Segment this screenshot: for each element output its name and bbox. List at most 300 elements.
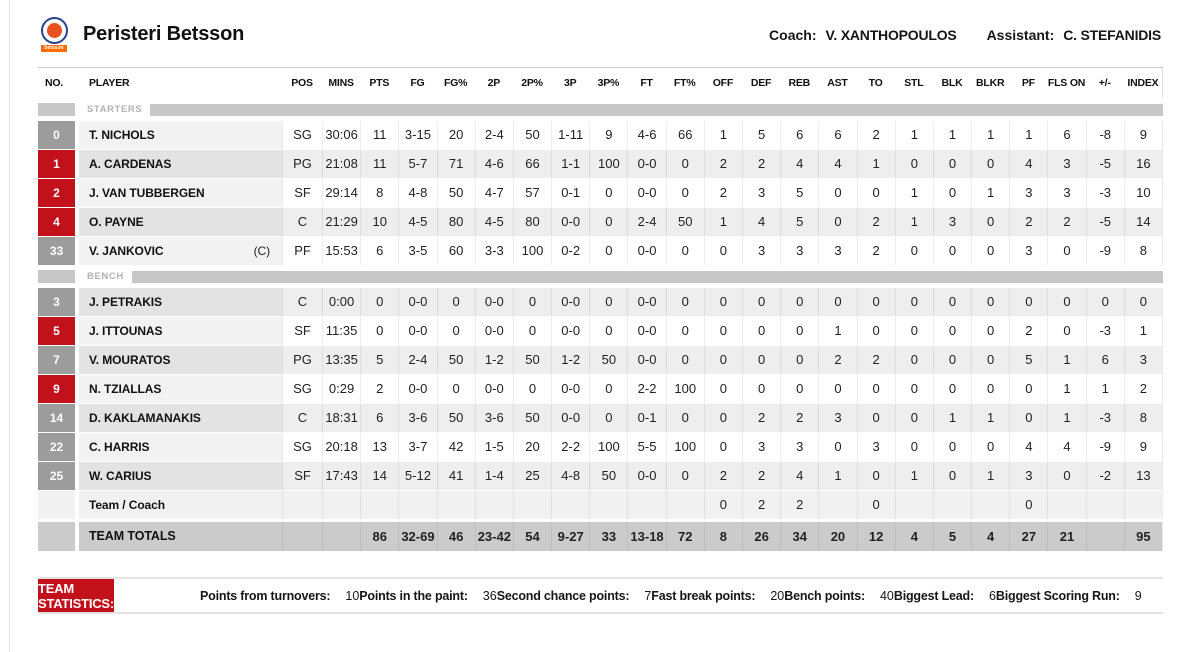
stat-cell: 0 (818, 179, 856, 207)
stat-cell: 3 (1047, 179, 1085, 207)
stat-cell: 0 (437, 288, 475, 316)
stat-cell: 0-0 (475, 288, 513, 316)
stat-cell: 50 (513, 346, 551, 374)
stat-cell (818, 491, 856, 519)
totals-stat-cell (322, 522, 360, 551)
stat-cell: 2 (857, 237, 895, 265)
stat-cell: 50 (666, 208, 704, 236)
totals-stat-cell: 21 (1047, 522, 1085, 551)
stat-cell: 17:43 (322, 462, 360, 490)
column-header-reb: REB (788, 77, 811, 89)
team-stat-value: 6 (988, 588, 996, 603)
stat-cell: 0 (1124, 288, 1162, 316)
stat-cell: 0 (1047, 317, 1085, 345)
player-name-cell[interactable] (79, 375, 282, 403)
stat-cell: 100 (513, 237, 551, 265)
stat-cell: 20 (437, 121, 475, 149)
stat-cell: 1-5 (475, 433, 513, 461)
team-logo (38, 17, 70, 52)
stat-cell: 71 (437, 150, 475, 178)
stat-cell (1086, 491, 1124, 519)
player-name: J. VAN TUBBERGEN (89, 186, 205, 200)
stat-cell: 2 (780, 491, 818, 519)
team-stat-value: 7 (644, 588, 652, 603)
stat-cell: 30:06 (322, 121, 360, 149)
player-row (38, 375, 1163, 403)
stat-cell: 11 (360, 121, 398, 149)
stat-cell: 4 (818, 150, 856, 178)
stat-cell (971, 491, 1009, 519)
stat-cell: 0 (818, 375, 856, 403)
column-header-pts: PTS (369, 77, 390, 89)
team-statistics-bar (38, 577, 1163, 614)
stat-cell: 0 (971, 150, 1009, 178)
stat-cell: 29:14 (322, 179, 360, 207)
section-label-text: STARTERS (87, 104, 143, 115)
stat-cell: 100 (666, 433, 704, 461)
player-name: J. PETRAKIS (89, 295, 162, 309)
player-name-cell[interactable] (79, 433, 282, 461)
totals-stat-cell: 34 (780, 522, 818, 551)
stat-cell: 0 (895, 150, 933, 178)
stat-cell: 0 (742, 346, 780, 374)
stat-cell: 3-3 (475, 237, 513, 265)
stat-cell: 1 (818, 462, 856, 490)
stat-cell: 16 (1124, 150, 1162, 178)
stat-cell: 0 (933, 433, 971, 461)
player-number-badge: 5 (38, 317, 75, 345)
totals-stat-cell: 32-69 (398, 522, 436, 551)
stat-cell: 3-7 (398, 433, 436, 461)
stat-cell: 50 (589, 346, 627, 374)
stat-cell: 0 (818, 433, 856, 461)
stat-cell: 11 (360, 150, 398, 178)
column-header-off: OFF (712, 77, 734, 89)
stat-cell: 2 (704, 150, 742, 178)
stat-cell (437, 491, 475, 519)
stat-cell: 20:18 (322, 433, 360, 461)
stat-cell: 0 (971, 288, 1009, 316)
player-position: SG (282, 375, 322, 403)
stat-cell: 3 (933, 208, 971, 236)
stat-cell: 13 (360, 433, 398, 461)
stat-cell (666, 491, 704, 519)
team-stat-value: 9 (1134, 588, 1142, 603)
stat-cell: 2 (742, 150, 780, 178)
stat-cell: 18:31 (322, 404, 360, 432)
stat-cell: 15:53 (322, 237, 360, 265)
player-name-cell[interactable] (79, 288, 282, 316)
stat-cell: 0-1 (551, 179, 589, 207)
stat-cell: 0 (971, 433, 1009, 461)
stat-cell: 4 (1009, 433, 1047, 461)
stat-cell: -9 (1086, 237, 1124, 265)
stat-cell: 0 (513, 288, 551, 316)
totals-stat-cell: 5 (933, 522, 971, 551)
team-totals-row (38, 522, 1163, 551)
player-name-cell[interactable] (79, 237, 282, 265)
player-row (38, 433, 1163, 461)
player-position (282, 491, 322, 519)
stat-cell: 6 (1047, 121, 1085, 149)
player-row (38, 121, 1163, 149)
stat-cell: 3 (1124, 346, 1162, 374)
stat-cell: 1 (971, 462, 1009, 490)
player-name-cell[interactable] (79, 317, 282, 345)
team-stat-item (651, 589, 784, 603)
stat-cell: -3 (1086, 179, 1124, 207)
player-name: W. CARIUS (89, 469, 152, 483)
stat-cell: 0-0 (551, 288, 589, 316)
coaching-staff (769, 27, 1163, 43)
stat-cell: 1 (1124, 317, 1162, 345)
stat-cell: 0 (666, 179, 704, 207)
column-header-index: INDEX (1127, 77, 1159, 89)
column-header-player: PLAYER (89, 77, 130, 89)
stat-cell: 1 (1047, 404, 1085, 432)
stat-cell: 10 (360, 208, 398, 236)
stat-cell: 3 (780, 237, 818, 265)
stat-cell: 1 (971, 121, 1009, 149)
page-edge-line (9, 0, 10, 652)
team-totals-label: TEAM TOTALS (79, 522, 282, 551)
stat-cell: -2 (1086, 462, 1124, 490)
stat-cell: 50 (437, 179, 475, 207)
stat-cell: 14 (1124, 208, 1162, 236)
stat-cell (627, 491, 665, 519)
stat-cell: 2-4 (398, 346, 436, 374)
player-row (38, 237, 1163, 265)
stat-cell: 8 (1124, 404, 1162, 432)
stat-cell: 50 (513, 404, 551, 432)
stat-cell: 5 (742, 121, 780, 149)
stat-cell: 60 (437, 237, 475, 265)
stat-cell: 1 (704, 121, 742, 149)
stat-cell: 2 (742, 462, 780, 490)
player-number-badge: 9 (38, 375, 75, 403)
stat-cell: 2 (704, 179, 742, 207)
stat-cell: 1 (1047, 375, 1085, 403)
stat-cell: 0 (666, 346, 704, 374)
stat-cell: 0 (704, 288, 742, 316)
stat-cell: 0-0 (551, 317, 589, 345)
stat-cell: 0 (857, 462, 895, 490)
totals-stat-cell: 8 (704, 522, 742, 551)
player-name: N. TZIALLAS (89, 382, 162, 396)
stat-cell: 2 (1009, 317, 1047, 345)
stat-cell: 0 (1047, 462, 1085, 490)
column-header--: +/- (1098, 77, 1111, 89)
player-name-cell[interactable] (79, 150, 282, 178)
stat-cell: 3-6 (475, 404, 513, 432)
stat-cell: 4 (1047, 433, 1085, 461)
stat-cell: 8 (360, 179, 398, 207)
stat-cell: 9 (589, 121, 627, 149)
team-logo-center (47, 23, 62, 38)
stat-cell: 3 (742, 433, 780, 461)
stat-cell: 0-0 (551, 404, 589, 432)
stat-cell: 0:00 (322, 288, 360, 316)
section-bar-right (132, 271, 1163, 283)
stat-cell: 0 (1047, 237, 1085, 265)
player-name-cell[interactable] (79, 208, 282, 236)
stat-cell: 0-0 (398, 375, 436, 403)
stat-cell: 4-6 (475, 150, 513, 178)
section-bar-left (38, 270, 75, 283)
stat-cell: 0-0 (627, 150, 665, 178)
totals-stat-cell: 9-27 (551, 522, 589, 551)
stat-cell: 2 (742, 404, 780, 432)
totals-stat-cell: 20 (818, 522, 856, 551)
assistant-name: C. STEFANIDIS (1063, 26, 1161, 43)
stat-cell: 1 (895, 121, 933, 149)
player-number-badge: 14 (38, 404, 75, 432)
coach-name: V. XANTHOPOULOS (825, 26, 957, 43)
stat-cell: 5 (780, 179, 818, 207)
stat-cell: 0 (895, 346, 933, 374)
stat-cell: 0 (589, 237, 627, 265)
stat-cell: 0 (818, 208, 856, 236)
stat-cell: 0 (704, 404, 742, 432)
team-coach-row (38, 491, 1163, 519)
stat-cell: 3 (818, 237, 856, 265)
stat-cell: 0 (742, 288, 780, 316)
stat-cell: 0-0 (627, 317, 665, 345)
stat-cell: 0 (704, 433, 742, 461)
column-header-fg: FG (410, 77, 425, 89)
player-number-badge: 1 (38, 150, 75, 178)
stat-cell (895, 491, 933, 519)
assistant-label: Assistant: (986, 26, 1055, 43)
stat-cell: 1 (971, 404, 1009, 432)
player-position: C (282, 404, 322, 432)
team-header (38, 0, 1163, 67)
stat-cell: 0 (933, 317, 971, 345)
stat-cell: 0 (933, 237, 971, 265)
player-name: J. ITTOUNAS (89, 324, 163, 338)
stat-cell: 21:29 (322, 208, 360, 236)
stat-cell: 0 (895, 317, 933, 345)
stat-cell: 0 (1009, 491, 1047, 519)
stat-cell: 5 (360, 346, 398, 374)
stat-cell: 0-0 (475, 317, 513, 345)
stat-cell: 3 (742, 179, 780, 207)
team-stat-label: Second chance points: (496, 588, 630, 603)
stat-cell: 0 (589, 208, 627, 236)
player-name: V. JANKOVIC (89, 244, 164, 258)
stat-cell: 3 (857, 433, 895, 461)
column-header-ft: FT (640, 77, 653, 89)
stat-cell: 5-12 (398, 462, 436, 490)
team-stat-item (996, 589, 1142, 603)
stat-cell: 0 (704, 346, 742, 374)
stat-cell: 6 (1086, 346, 1124, 374)
player-number-badge: 2 (38, 179, 75, 207)
stat-cell: 3 (818, 404, 856, 432)
section-bar-left (38, 103, 75, 116)
team-stat-label: Points from turnovers: (200, 588, 331, 603)
stat-cell: 50 (437, 404, 475, 432)
stat-cell: 80 (513, 208, 551, 236)
player-position: SF (282, 317, 322, 345)
stat-cell: 1-2 (551, 346, 589, 374)
stat-cell: 50 (437, 346, 475, 374)
player-name-cell[interactable] (79, 179, 282, 207)
stat-cell: 2-2 (627, 375, 665, 403)
player-row (38, 179, 1163, 207)
stat-cell: 50 (589, 462, 627, 490)
stat-cell: 0 (933, 375, 971, 403)
stat-cell: 0 (1009, 404, 1047, 432)
stat-cell: 0 (971, 317, 1009, 345)
stat-cell: 0 (704, 491, 742, 519)
player-name-cell[interactable] (79, 346, 282, 374)
stat-cell: 1-2 (475, 346, 513, 374)
stat-cell: 0 (971, 375, 1009, 403)
team-stat-label: Biggest Lead: (893, 588, 974, 603)
stat-cell: 9 (1124, 121, 1162, 149)
player-row (38, 346, 1163, 374)
stat-cell: 1-4 (475, 462, 513, 490)
stat-cell: 2 (857, 346, 895, 374)
stat-cell: 1-1 (551, 150, 589, 178)
totals-stat-cell: 4 (971, 522, 1009, 551)
stat-cell: 0 (971, 237, 1009, 265)
stat-cell: 3 (1009, 462, 1047, 490)
team-stat-item (359, 589, 496, 603)
column-header-no: NO. (45, 77, 64, 89)
section-label-text: BENCH (87, 271, 124, 282)
stat-cell: 0 (780, 288, 818, 316)
player-name: O. PAYNE (89, 215, 144, 229)
stat-cell: 2 (360, 375, 398, 403)
stat-cell: 0 (666, 150, 704, 178)
stat-cell (513, 491, 551, 519)
stat-cell (475, 491, 513, 519)
player-name: V. MOURATOS (89, 353, 171, 367)
stat-cell: 0 (857, 288, 895, 316)
stat-cell: 0 (360, 288, 398, 316)
stat-cell: 2 (742, 491, 780, 519)
stat-cell: 2-4 (627, 208, 665, 236)
stat-cell: 41 (437, 462, 475, 490)
team-stat-value: 10 (345, 588, 360, 603)
stat-cell: -9 (1086, 433, 1124, 461)
stat-cell: 14 (360, 462, 398, 490)
stat-cell: 0 (857, 375, 895, 403)
stat-cell: 0 (857, 404, 895, 432)
stat-cell: 0 (666, 237, 704, 265)
team-stat-value: 20 (770, 588, 785, 603)
totals-stat-cell: 54 (513, 522, 551, 551)
stat-cell: 3 (742, 237, 780, 265)
stat-cell: 0 (1009, 375, 1047, 403)
stat-cell (360, 491, 398, 519)
stat-cell: 10 (1124, 179, 1162, 207)
player-name-cell[interactable] (79, 462, 282, 490)
team-stat-item (784, 589, 894, 603)
stat-cell: 4 (780, 462, 818, 490)
stat-cell: 100 (589, 150, 627, 178)
team-stat-value: 40 (879, 588, 894, 603)
stat-cell: 5-7 (398, 150, 436, 178)
stat-cell: 6 (818, 121, 856, 149)
totals-stat-cell: 12 (857, 522, 895, 551)
stat-cell: 13 (1124, 462, 1162, 490)
stat-cell: 0 (704, 237, 742, 265)
totals-stat-cell: 4 (895, 522, 933, 551)
stat-cell: 0-0 (398, 288, 436, 316)
section-label-bench (38, 270, 1163, 283)
player-name: D. KAKLAMANAKIS (89, 411, 201, 425)
stat-cell: 4-8 (551, 462, 589, 490)
stat-cell: 0 (437, 317, 475, 345)
stat-cell: 3-5 (398, 237, 436, 265)
stat-cell: -3 (1086, 317, 1124, 345)
team-stat-item (894, 589, 996, 603)
totals-stat-cell: 86 (360, 522, 398, 551)
stat-cell: 0 (895, 237, 933, 265)
player-name: C. HARRIS (89, 440, 150, 454)
stat-cell: 0 (971, 208, 1009, 236)
column-header-2p-: 2P% (521, 77, 543, 89)
stat-cell: 0-0 (551, 375, 589, 403)
player-position: SG (282, 433, 322, 461)
stat-cell: 2 (1047, 208, 1085, 236)
stat-cell: 0 (742, 317, 780, 345)
stat-cell: 0 (933, 288, 971, 316)
player-row (38, 208, 1163, 236)
column-header-mins: MINS (328, 77, 354, 89)
stat-cell (322, 491, 360, 519)
player-row (38, 288, 1163, 316)
stat-cell: 100 (666, 375, 704, 403)
column-header-3p: 3P (563, 77, 577, 89)
stat-cell: 2 (1009, 208, 1047, 236)
stat-cell: 50 (513, 121, 551, 149)
stat-cell: 0 (666, 462, 704, 490)
section-label-starters (38, 103, 1163, 116)
column-header-fg-: FG% (443, 77, 468, 89)
stat-cell: 0 (704, 375, 742, 403)
player-name-cell[interactable] (79, 404, 282, 432)
stat-cell: 5-5 (627, 433, 665, 461)
stat-cell: 2 (704, 462, 742, 490)
player-position: C (282, 208, 322, 236)
stat-cell: 2-2 (551, 433, 589, 461)
stat-cell: 1 (857, 150, 895, 178)
stat-cell: 100 (589, 433, 627, 461)
stat-cell: 0 (360, 317, 398, 345)
stat-cell: 0 (780, 375, 818, 403)
player-name: T. NICHOLS (89, 128, 155, 142)
stat-cell: 4-5 (398, 208, 436, 236)
stat-cell: 0 (933, 462, 971, 490)
team-stat-label: Bench points: (784, 588, 865, 603)
player-number-badge: 3 (38, 288, 75, 316)
player-position: PG (282, 150, 322, 178)
stat-cell: 1 (1086, 375, 1124, 403)
stat-cell: 4 (742, 208, 780, 236)
stat-cell: 1 (933, 121, 971, 149)
player-number-badge: 0 (38, 121, 75, 149)
player-position: C (282, 288, 322, 316)
stat-cell: 2 (780, 404, 818, 432)
stat-cell: 3 (780, 433, 818, 461)
player-name-cell[interactable] (79, 121, 282, 149)
stat-cell: 2 (818, 346, 856, 374)
stat-cell: 6 (780, 121, 818, 149)
